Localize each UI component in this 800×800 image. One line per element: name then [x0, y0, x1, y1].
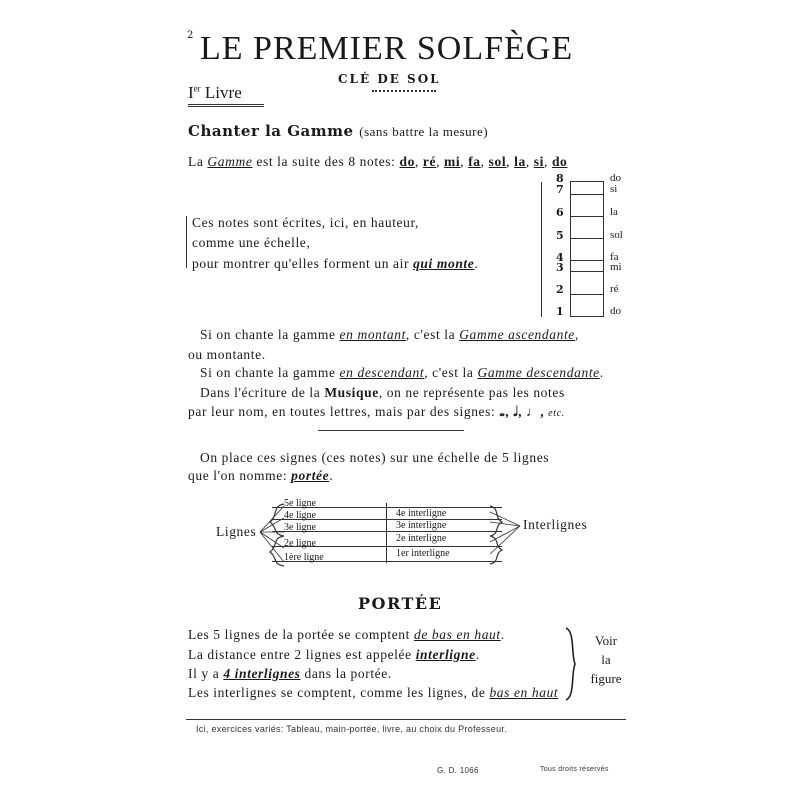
scale-number: 4: [556, 251, 564, 264]
text: Dans l'écriture de la: [200, 385, 325, 400]
emphasis: Gamme ascendante: [459, 327, 575, 342]
scale-note-name: do: [610, 172, 621, 184]
side-line-2: comme une échelle,: [192, 235, 311, 250]
scale-number: 1: [556, 305, 564, 318]
portee-line-1: [188, 627, 505, 643]
scale-note-name: sol: [610, 229, 623, 241]
ligne-label: 2e ligne: [284, 538, 316, 549]
emphasis: 4 interlignes: [223, 666, 301, 681]
text: .: [500, 627, 505, 642]
text: Les 5 lignes de la portée se comptent: [188, 627, 414, 642]
portee-term: portée: [291, 468, 330, 483]
voir-line-2: la: [601, 652, 611, 667]
text: dans la portée.: [300, 666, 392, 681]
emphasis: interligne: [415, 647, 476, 662]
gamme-term: Gamme: [207, 154, 253, 169]
interligne-label: 4e interligne: [396, 508, 447, 519]
section-heading: [188, 122, 488, 140]
footer-rule: [186, 719, 626, 720]
heading-text: Chanter la Gamme: [188, 122, 354, 140]
note-do-high: do: [551, 154, 568, 169]
text: Il y a: [188, 666, 224, 681]
scale-number: 5: [556, 229, 564, 242]
ligne-label: 4e ligne: [284, 510, 316, 521]
book-label-text: Livre: [200, 83, 242, 102]
emphasis: en descendant: [339, 365, 425, 380]
portee-line-4: [188, 685, 558, 701]
text: .: [475, 647, 480, 662]
interlignes-brace: [486, 500, 522, 570]
note-signs: 𝅝, 𝅗𝅥, ♩,: [499, 404, 545, 419]
book-label-underline: [188, 104, 264, 107]
side-bar: [186, 216, 187, 268]
scale-note-name: do: [610, 305, 621, 317]
text: ,: [574, 327, 579, 342]
side-line-3: pour montrer qu'elles forment un air qui monte.: [192, 256, 479, 271]
emphasis: bas en haut: [489, 685, 559, 700]
scale-step: [570, 238, 604, 261]
para-ascending-2: ou montante.: [188, 347, 266, 362]
intro-line: La Gamme est la suite des 8 notes: do, ré, mi, fa, sol, la, si, do: [188, 154, 568, 169]
interligne-label: 1er interligne: [396, 548, 450, 559]
scale-note-name: ré: [610, 283, 619, 295]
page-title: LE PREMIER SOLFÈGE: [200, 30, 574, 67]
note-la: la: [514, 154, 526, 169]
etc: etc.: [548, 408, 565, 419]
ligne-label: 5e ligne: [284, 498, 316, 509]
text: pour montrer qu'elles forment un air: [192, 256, 414, 271]
scale-number: 7: [556, 183, 564, 196]
book-label-sup: er: [193, 83, 201, 94]
note-sol: sol: [488, 154, 507, 169]
para-ascending: [200, 327, 579, 343]
note-mi: mi: [444, 154, 461, 169]
heading-note: (sans battre la mesure): [359, 124, 489, 139]
scale-note-name: mi: [610, 261, 622, 273]
emphasis: de bas en haut: [414, 627, 501, 642]
interlignes-label: Interlignes: [523, 517, 588, 532]
scale-step: [570, 294, 604, 317]
voir-line-3: figure: [590, 671, 622, 686]
emphasis: Musique: [324, 385, 379, 400]
ligne-label: 3e ligne: [284, 522, 316, 533]
scale-step: [570, 271, 604, 295]
scale-bar: [541, 182, 542, 317]
page-number: 2: [187, 30, 194, 41]
book-label: [188, 83, 242, 103]
section-divider: [318, 430, 464, 431]
note-si: si: [533, 154, 544, 169]
subtitle: CLÉ DE SOL: [338, 72, 441, 86]
para-descending: [200, 365, 604, 381]
ligne-label: 1ère ligne: [284, 552, 324, 563]
portee-line-3: [188, 666, 392, 682]
text: La distance entre 2 lignes est appelée: [188, 647, 416, 662]
text: , c'est la: [424, 365, 478, 380]
portee-line-2: [188, 647, 480, 663]
scale-step: [570, 216, 604, 239]
side-line-1: Ces notes sont écrites, ici, en hauteur,: [192, 215, 420, 230]
interligne-label: 3e interligne: [396, 520, 447, 531]
para-music: [200, 385, 565, 401]
rights-notice: Tous droits réservés: [540, 766, 609, 773]
text: , on ne représente pas les notes: [378, 385, 565, 400]
staff-intro-2: [188, 468, 333, 484]
interligne-label: 2e interligne: [396, 533, 447, 544]
text: Les interlignes se comptent, comme les lignes, de: [188, 685, 490, 700]
text: est la suite des 8 notes:: [252, 154, 400, 169]
scale-note-name: la: [610, 206, 618, 218]
text: Si on chante la gamme: [200, 365, 340, 380]
note-do: do: [399, 154, 415, 169]
catalog-number: G. D. 1066: [437, 766, 479, 775]
scale-number: 6: [556, 206, 564, 219]
scale-number: 2: [556, 283, 564, 296]
scale-note-name: fa: [610, 251, 619, 263]
voir-brace: [563, 626, 579, 702]
emphasis: qui monte: [413, 256, 475, 271]
scale-note-name: si: [610, 183, 618, 195]
text: que l'on nomme:: [188, 468, 292, 483]
para-music-2: [188, 404, 565, 420]
lignes-label: Lignes: [216, 524, 257, 539]
text: .: [329, 468, 334, 483]
text: par leur nom, en toutes lettres, mais par des signes:: [188, 404, 500, 419]
footer-note: Ici, exercices variés: Tableau, main-portée, livre, au choix du Professeur.: [196, 724, 507, 734]
text: , c'est la: [405, 327, 460, 342]
portee-heading: PORTÉE: [358, 594, 443, 613]
scale-number: 8: [556, 172, 564, 185]
emphasis: en montant: [339, 327, 406, 342]
emphasis: Gamme descendante: [477, 365, 600, 380]
subtitle-ornament: [372, 90, 436, 92]
voir-line-1: Voir: [594, 633, 618, 648]
scale-number: 3: [556, 261, 564, 274]
note-re: ré: [422, 154, 437, 169]
staff-divider: [386, 503, 387, 563]
book-label-numeral: I: [188, 83, 194, 102]
text: La: [188, 154, 208, 169]
staff-intro-1: On place ces signes (ces notes) sur une échelle de 5 lignes: [200, 450, 550, 465]
text: .: [599, 365, 604, 380]
scale-step: [570, 193, 604, 217]
note-fa: fa: [468, 154, 481, 169]
text: Si on chante la gamme: [200, 327, 340, 342]
